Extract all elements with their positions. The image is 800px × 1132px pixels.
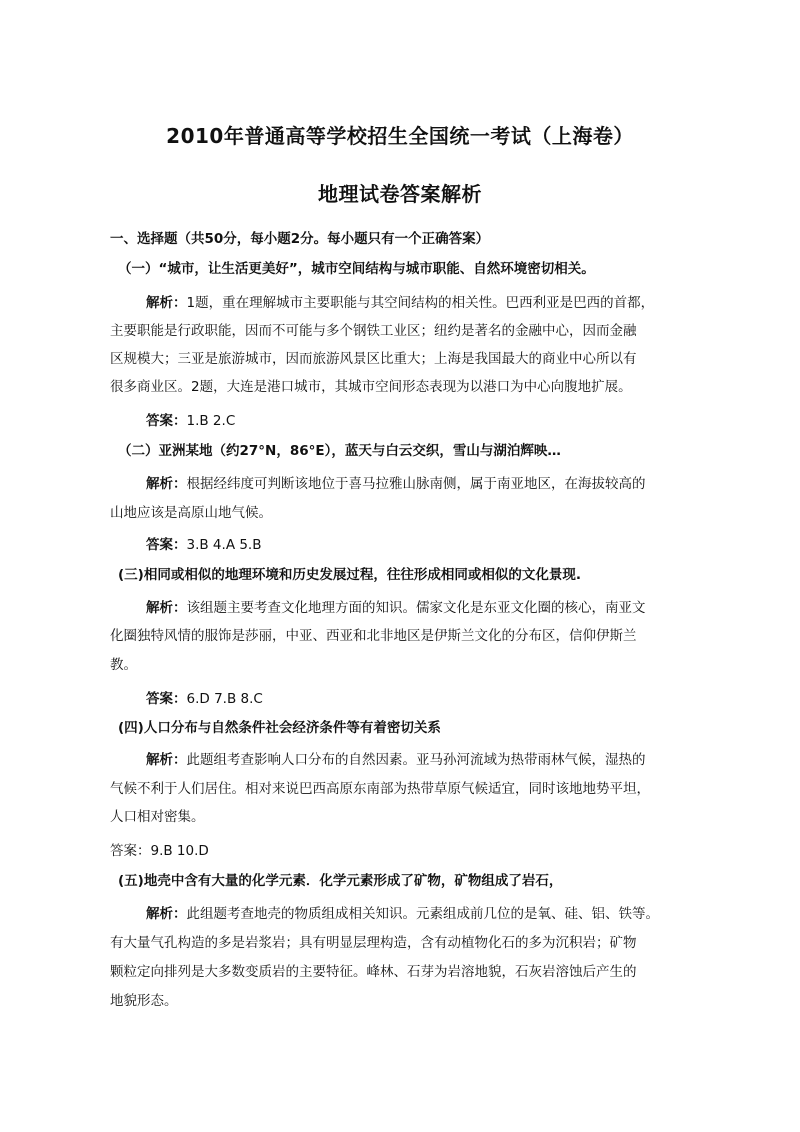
answer-line	[146, 536, 726, 554]
answer-text: 3.B 4.A 5.B	[186, 537, 262, 553]
answer-label: 答案：	[146, 537, 187, 553]
answer-label: 答案：	[146, 691, 187, 707]
analysis-text: 主要职能是行政职能，因而不可能与多个钢铁工业区；纽约是著名的金融中心，因而金融	[110, 323, 637, 339]
document-title: 2010年普通高等学校招生全国统一考试（上海卷）	[166, 124, 634, 148]
answer-text: 9.B 10.D	[150, 843, 209, 859]
analysis-paragraph	[146, 751, 726, 769]
analysis-paragraph	[146, 599, 726, 617]
analysis-text: 化圈独特风情的服饰是莎丽，中亚、西亚和北非地区是伊斯兰文化的分布区，信仰伊斯兰	[110, 628, 637, 644]
analysis-text: 根据经纬度可判断该地位于喜马拉雅山脉南侧，属于南亚地区，在海拔较高的	[186, 476, 646, 492]
document-subtitle: 地理试卷答案解析	[318, 182, 482, 206]
analysis-label: 解析：	[146, 906, 187, 922]
analysis-text: 人口相对密集。	[110, 809, 205, 825]
analysis-text: 此组题考查地壳的物质组成相关知识。元素组成前几位的是氧、硅、铝、铁等。	[186, 906, 659, 922]
analysis-text: 1题，重在理解城市主要职能与其空间结构的相关性。巴西利亚是巴西的首都，	[186, 295, 655, 311]
analysis-label: 解析：	[146, 752, 187, 768]
subsection-heading-5: (五)地壳中含有大量的化学元素．化学元素形成了矿物，矿物组成了岩石，	[118, 873, 563, 889]
analysis-paragraph	[146, 294, 726, 312]
analysis-text: 很多商业区。2题，大连是港口城市，其城市空间形态表现为以港口为中心向腹地扩展。	[110, 379, 632, 395]
analysis-text: 地貌形态。	[110, 993, 178, 1009]
analysis-text: 区规模大；三亚是旅游城市，因而旅游风景区比重大；上海是我国最大的商业中心所以有	[110, 351, 637, 367]
subsection-heading-1: （一）“城市，让生活更美好”，城市空间结构与城市职能、自然环境密切相关。	[118, 261, 595, 277]
answer-line	[146, 690, 726, 708]
analysis-text: 教。	[110, 657, 137, 673]
section-heading-choice: 一、选择题（共50分，每小题2分。每小题只有一个正确答案）	[110, 231, 490, 247]
analysis-text: 此题组考查影响人口分布的自然因素。亚马孙河流域为热带雨林气候，湿热的	[186, 752, 646, 768]
analysis-label: 解析：	[146, 295, 187, 311]
analysis-label: 解析：	[146, 600, 187, 616]
analysis-label: 解析：	[146, 476, 187, 492]
analysis-text: 气候不利于人们居住。相对来说巴西高原东南部为热带草原气候适宜，同时该地地势平坦，	[110, 781, 650, 797]
answer-label: 答案：	[110, 843, 151, 859]
answer-label: 答案：	[146, 413, 187, 429]
answer-text: 6.D 7.B 8.C	[186, 691, 263, 707]
analysis-text: 山地应该是高原山地气候。	[110, 505, 272, 521]
subsection-heading-2: （二）亚洲某地（约27°N，86°E），蓝天与白云交织，雪山与湖泊辉映…	[118, 443, 561, 459]
answer-text: 1.B 2.C	[186, 413, 236, 429]
analysis-paragraph	[146, 475, 726, 493]
analysis-paragraph	[146, 905, 726, 923]
analysis-text: 颗粒定向排列是大多数变质岩的主要特征。峰林、石芽为岩溶地貌，石灰岩溶蚀后产生的	[110, 964, 637, 980]
analysis-text: 有大量气孔构造的多是岩浆岩；具有明显层理构造，含有动植物化石的多为沉积岩；矿物	[110, 935, 637, 951]
subsection-heading-4: (四)人口分布与自然条件社会经济条件等有着密切关系	[118, 720, 441, 736]
answer-line	[146, 412, 726, 430]
subsection-heading-3: (三)相同或相似的地理环境和历史发展过程，往往形成相同或相似的文化景现.	[118, 567, 581, 583]
analysis-text: 该组题主要考查文化地理方面的知识。儒家文化是东亚文化圈的核心，南亚文	[186, 600, 646, 616]
answer-line	[110, 842, 690, 860]
